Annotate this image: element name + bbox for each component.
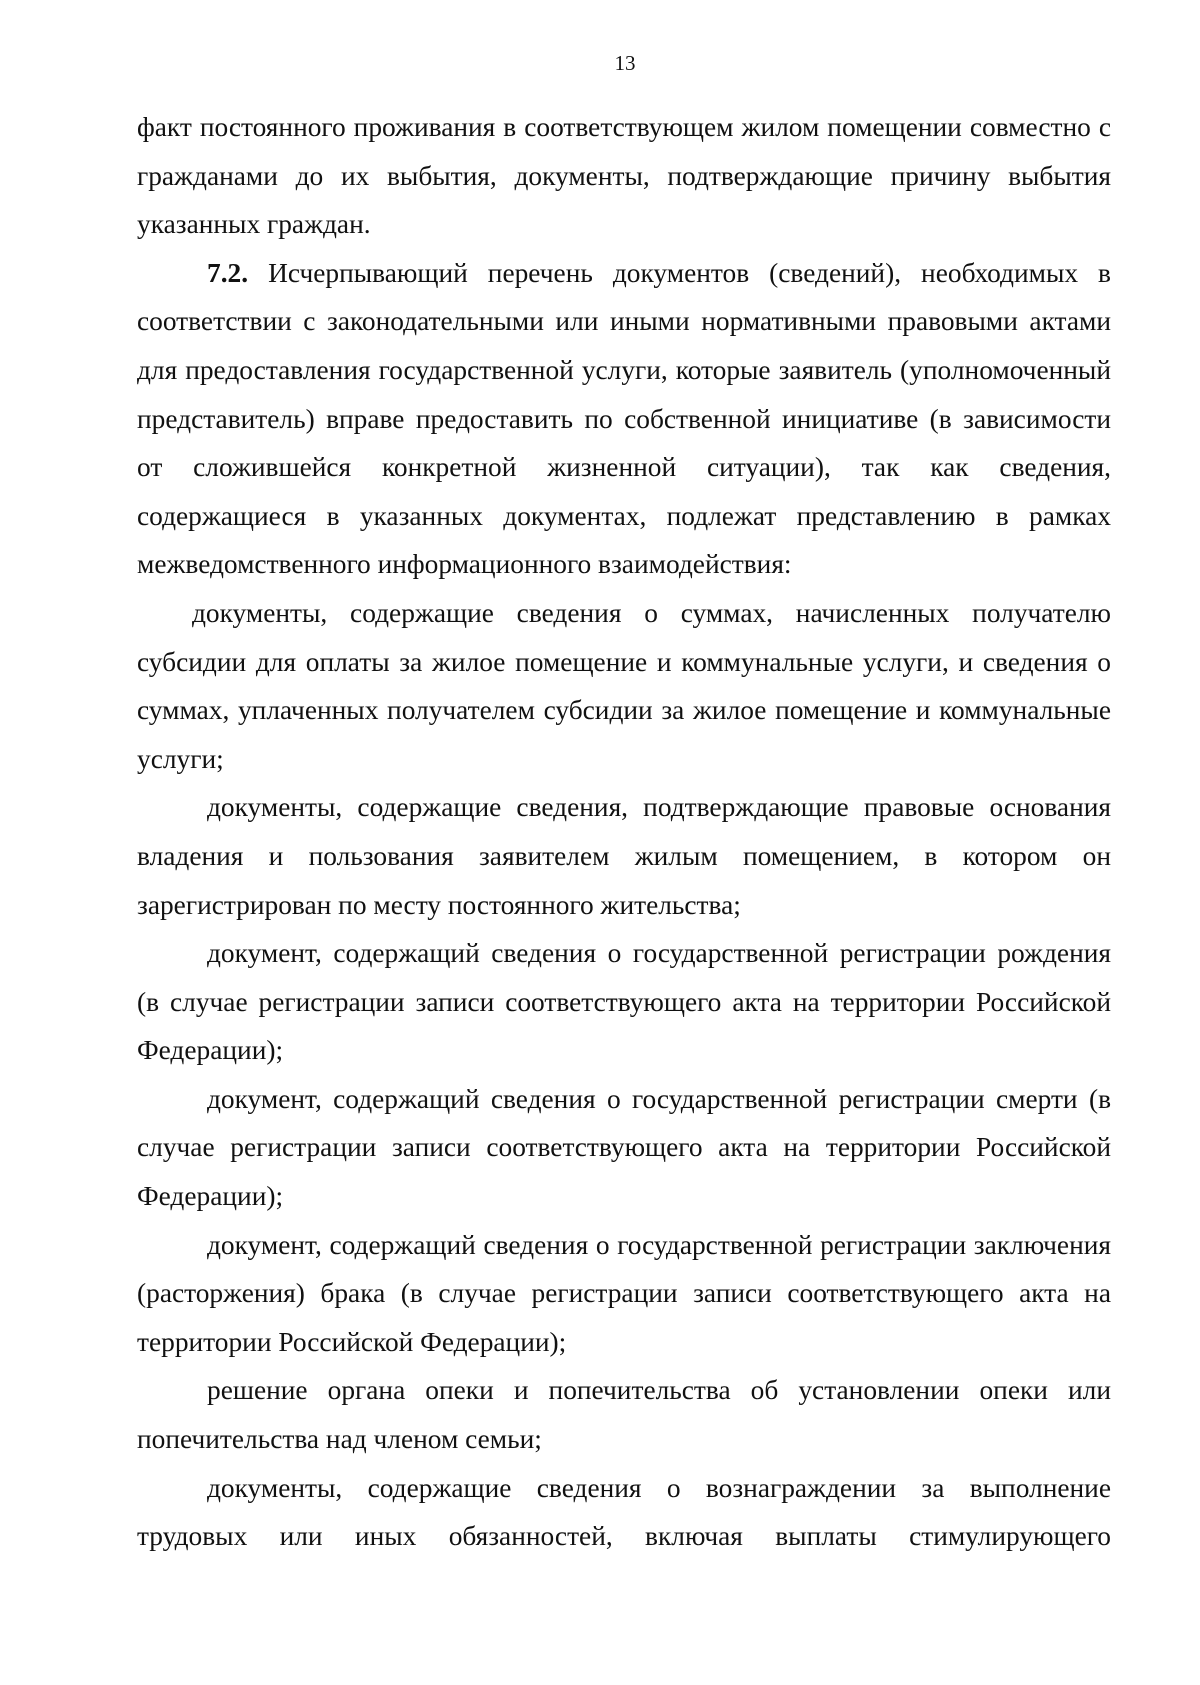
list-item-paragraph: [137, 1075, 1111, 1221]
paragraph-text: документ, содержащий сведения о государственной регистрации смерти (в случае регистрации записи соответствующего акта на территории Российской Федерации);: [137, 1083, 1111, 1212]
paragraph-text: документ, содержащий сведения о государственной регистрации рождения (в случае регистрации записи соответствующего акта на территории Российской Федерации);: [137, 938, 1111, 1066]
list-item-paragraph: [137, 783, 1111, 929]
paragraph-text: решение органа опеки и попечительства об установлении опеки или попечительства над членом семьи;: [137, 1375, 1111, 1455]
paragraph-text: Исчерпывающий перечень документов (сведений), необходимых в соответствии с законодательными или иными нормативными правовыми актами для предоставления государственной услуги, которые заявитель (уполномоченный представитель) вправе предоставить по собственной инициативе (в зависимости от сложившейся конкретной жизненной ситуации), так как сведения, содержащиеся в указанных документах, подлежат представлению в рамках межведомственного информационного взаимодействия:: [137, 257, 1111, 580]
document-body: [137, 103, 1111, 1561]
paragraph-continuation: [137, 103, 1111, 249]
section-7-2-paragraph: [137, 249, 1111, 589]
list-item-paragraph: [137, 589, 1111, 783]
list-item-paragraph: [137, 929, 1111, 1075]
list-item-paragraph: [137, 1221, 1111, 1367]
paragraph-text: документы, содержащие сведения о вознаграждении за выполнение трудовых или иных обязанностей, включая выплаты стимулирующего: [137, 1472, 1111, 1552]
paragraph-text: документ, содержащий сведения о государственной регистрации заключения (расторжения) брака (в случае регистрации записи соответствующего акта на территории Российской Федерации);: [137, 1229, 1111, 1357]
paragraph-text: документы, содержащие сведения, подтверждающие правовые основания владения и пользования заявителем жилым помещением, в котором он зарегистрирован по месту постоянного жительства;: [137, 792, 1111, 920]
list-item-paragraph: [137, 1366, 1111, 1463]
page-number: 13: [614, 51, 636, 75]
list-item-paragraph: [137, 1464, 1111, 1561]
paragraph-text: факт постоянного проживания в соответствующем жилом помещении совместно с гражданами до их выбытия, документы, подтверждающие причину выбытия указанных граждан.: [137, 112, 1111, 240]
paragraph-text: документы, содержащие сведения о суммах, начисленных получателю субсидии для оплаты за жилое помещение и коммунальные услуги, и сведения о суммах, уплаченных получателем субсидии за жилое помещение и коммунальные услуги;: [137, 597, 1111, 774]
section-number: 7.2.: [207, 257, 249, 288]
